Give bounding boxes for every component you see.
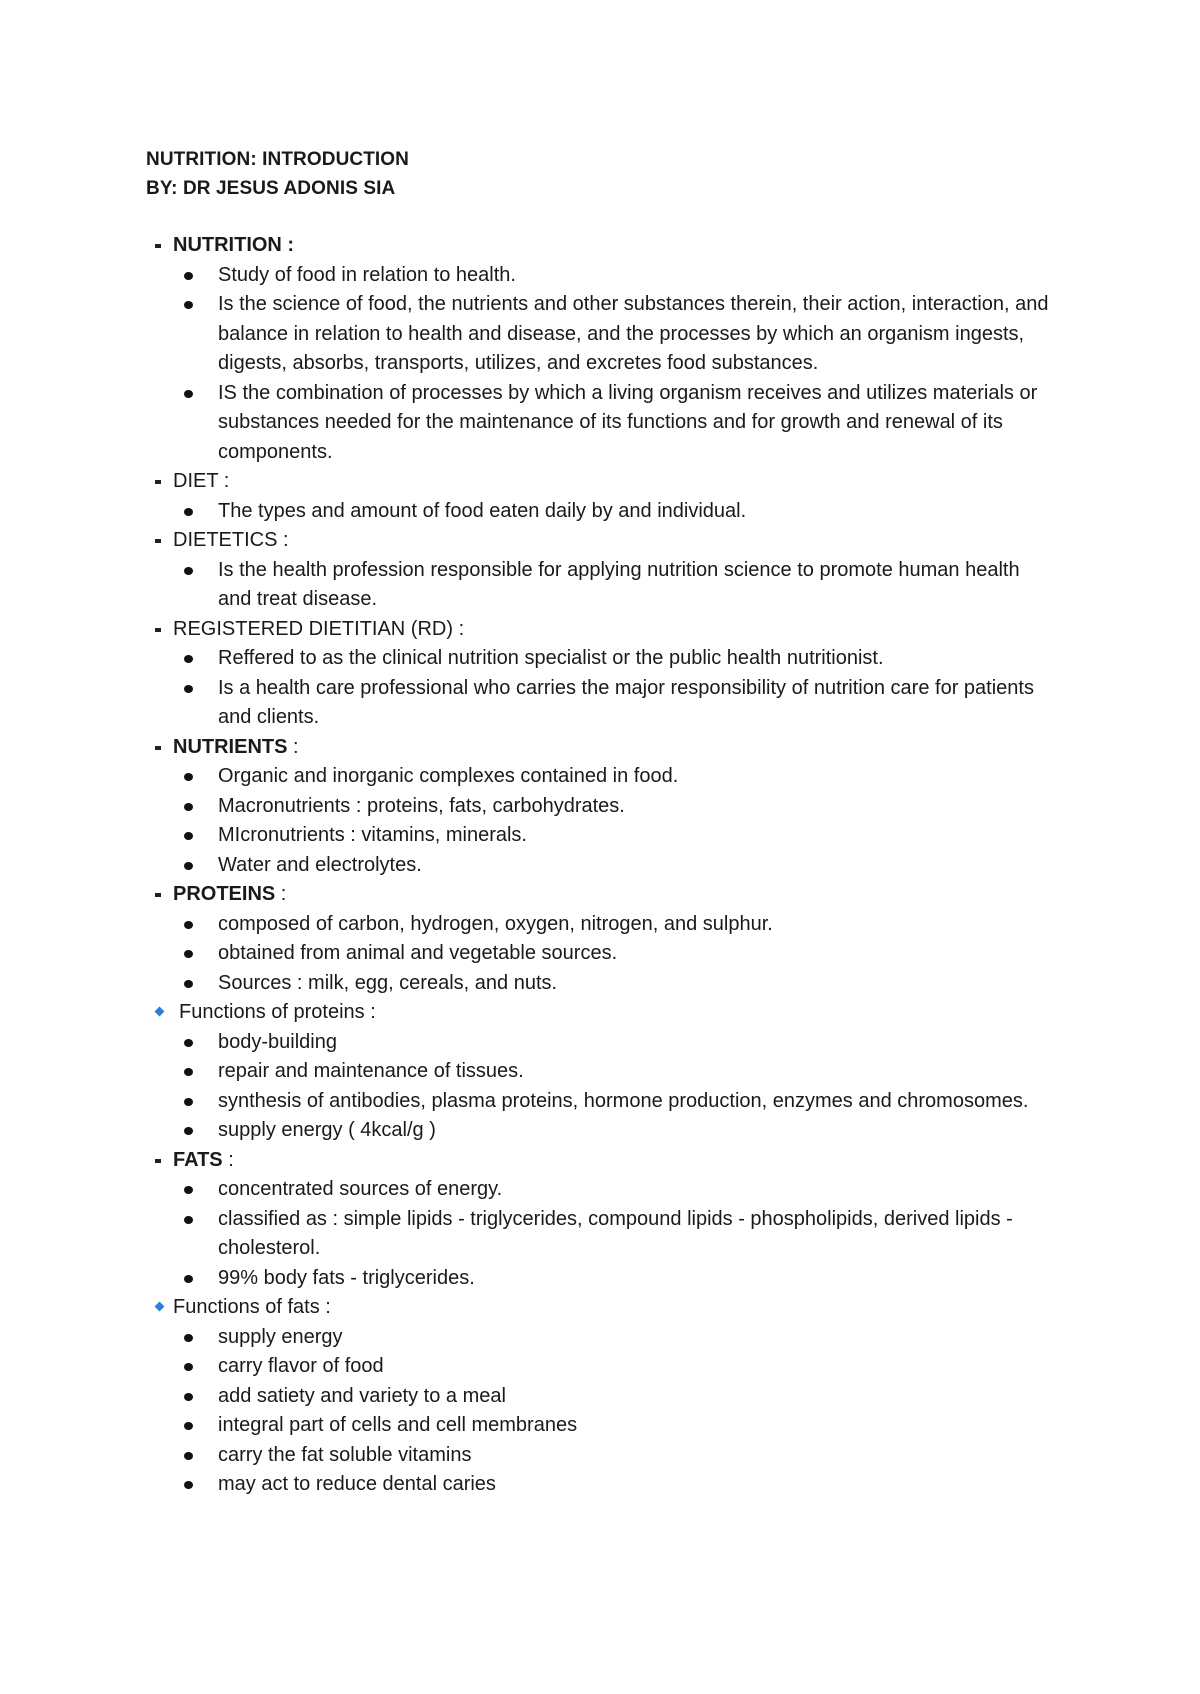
round-bullet-icon — [184, 1275, 193, 1283]
list-item: Is the health profession responsible for applying nutrition science to promote human health and treat disease. — [0, 556, 1058, 615]
section-heading-proteins — [0, 880, 1200, 910]
list-item: Is a health care professional who carries the major responsibility of nutrition care for patients and clients. — [0, 674, 1058, 733]
list-item: Sources : milk, egg, cereals, and nuts. — [0, 969, 1058, 999]
section-term-suffix: : — [287, 735, 299, 758]
list-item: add satiety and variety to a meal — [0, 1382, 1058, 1412]
list-item: body-building — [0, 1028, 1058, 1058]
round-bullet-icon — [184, 773, 193, 781]
square-bullet-icon — [155, 893, 161, 897]
section-heading-functions-of-proteins — [0, 998, 1200, 1028]
round-bullet-icon — [184, 655, 193, 663]
document-author: BY: DR JESUS ADONIS SIA — [146, 178, 396, 199]
section-heading-registered-dietitian — [0, 615, 1200, 645]
list-item: supply energy ( 4kcal/g ) — [0, 1116, 1058, 1146]
list-item: 99% body fats - triglycerides. — [0, 1264, 1058, 1294]
round-bullet-icon — [184, 272, 193, 280]
round-bullet-icon — [184, 950, 193, 958]
round-bullet-icon — [184, 1393, 193, 1401]
square-bullet-icon — [155, 244, 161, 248]
round-bullet-icon — [184, 1422, 193, 1430]
list-item: supply energy — [0, 1323, 1058, 1353]
section-heading-nutrients — [0, 733, 1200, 763]
round-bullet-icon — [184, 685, 193, 693]
round-bullet-icon — [184, 1068, 193, 1076]
square-bullet-icon — [155, 628, 161, 632]
section-heading-diet — [0, 467, 1200, 497]
list-item: MIcronutrients : vitamins, minerals. — [0, 821, 1058, 851]
list-item: may act to reduce dental caries — [0, 1470, 1058, 1500]
list-item: Is the science of food, the nutrients and other substances therein, their action, interaction, and balance in relation to health and disease, and the processes by which an organism ingests, digests, absorbs, transports, utilizes, and excretes food substances. — [0, 290, 1058, 379]
diamond-bullet-icon — [155, 1302, 165, 1312]
round-bullet-icon — [184, 1127, 193, 1135]
square-bullet-icon — [155, 539, 161, 543]
round-bullet-icon — [184, 1039, 193, 1047]
list-item: carry flavor of food — [0, 1352, 1058, 1382]
section-term: Functions of proteins : — [179, 1001, 376, 1023]
round-bullet-icon — [184, 1098, 193, 1106]
document-header — [146, 145, 409, 203]
round-bullet-icon — [184, 1363, 193, 1371]
section-heading-functions-of-fats — [0, 1293, 1200, 1323]
round-bullet-icon — [184, 921, 193, 929]
round-bullet-icon — [184, 862, 193, 870]
document-title: NUTRITION: INTRODUCTION — [146, 149, 409, 170]
list-item: integral part of cells and cell membranes — [0, 1411, 1058, 1441]
section-term: NUTRITION : — [173, 234, 295, 256]
square-bullet-icon — [155, 480, 161, 484]
section-term: REGISTERED DIETITIAN (RD) : — [173, 617, 465, 640]
square-bullet-icon — [155, 1159, 161, 1163]
round-bullet-icon — [184, 803, 193, 811]
section-heading-nutrition — [0, 231, 1200, 261]
square-bullet-icon — [155, 746, 161, 750]
list-item: Study of food in relation to health. — [0, 261, 1058, 291]
list-item: repair and maintenance of tissues. — [0, 1057, 1058, 1087]
diamond-bullet-icon — [155, 1007, 165, 1017]
round-bullet-icon — [184, 1186, 193, 1194]
document-body — [0, 231, 1200, 1500]
list-item: composed of carbon, hydrogen, oxygen, nitrogen, and sulphur. — [0, 910, 1058, 940]
list-item: Water and electrolytes. — [0, 851, 1058, 881]
section-term-suffix: : — [222, 1148, 234, 1171]
section-heading-fats — [0, 1146, 1200, 1176]
section-term: Functions of fats : — [173, 1296, 331, 1318]
round-bullet-icon — [184, 508, 193, 516]
round-bullet-icon — [184, 980, 193, 988]
round-bullet-icon — [184, 832, 193, 840]
section-term: DIETETICS : — [173, 529, 289, 551]
section-term: PROTEINS — [173, 883, 276, 905]
section-heading-dietetics — [0, 526, 1200, 556]
list-item: Reffered to as the clinical nutrition specialist or the public health nutritionist. — [0, 644, 1058, 674]
round-bullet-icon — [184, 1216, 193, 1224]
list-item: obtained from animal and vegetable sources. — [0, 939, 1058, 969]
list-item: The types and amount of food eaten daily by and individual. — [0, 497, 1058, 527]
list-item: synthesis of antibodies, plasma proteins, hormone production, enzymes and chromosomes. — [0, 1087, 1058, 1117]
list-item: IS the combination of processes by which a living organism receives and utilizes materials or substances needed for the maintenance of its functions and for growth and renewal of its components. — [0, 379, 1058, 468]
list-item: Organic and inorganic complexes contained in food. — [0, 762, 1058, 792]
section-term: DIET : — [173, 470, 230, 492]
round-bullet-icon — [184, 390, 193, 398]
section-term-suffix: : — [275, 883, 287, 905]
round-bullet-icon — [184, 1334, 193, 1342]
section-term: FATS — [173, 1148, 223, 1171]
list-item: carry the fat soluble vitamins — [0, 1441, 1058, 1471]
round-bullet-icon — [184, 1481, 193, 1489]
list-item: Macronutrients : proteins, fats, carbohydrates. — [0, 792, 1058, 822]
round-bullet-icon — [184, 567, 193, 575]
section-term: NUTRIENTS — [173, 735, 288, 758]
round-bullet-icon — [184, 1452, 193, 1460]
list-item: concentrated sources of energy. — [0, 1175, 1058, 1205]
list-item: classified as : simple lipids - triglycerides, compound lipids - phospholipids, derived lipids - cholesterol. — [0, 1205, 1058, 1264]
round-bullet-icon — [184, 301, 193, 309]
